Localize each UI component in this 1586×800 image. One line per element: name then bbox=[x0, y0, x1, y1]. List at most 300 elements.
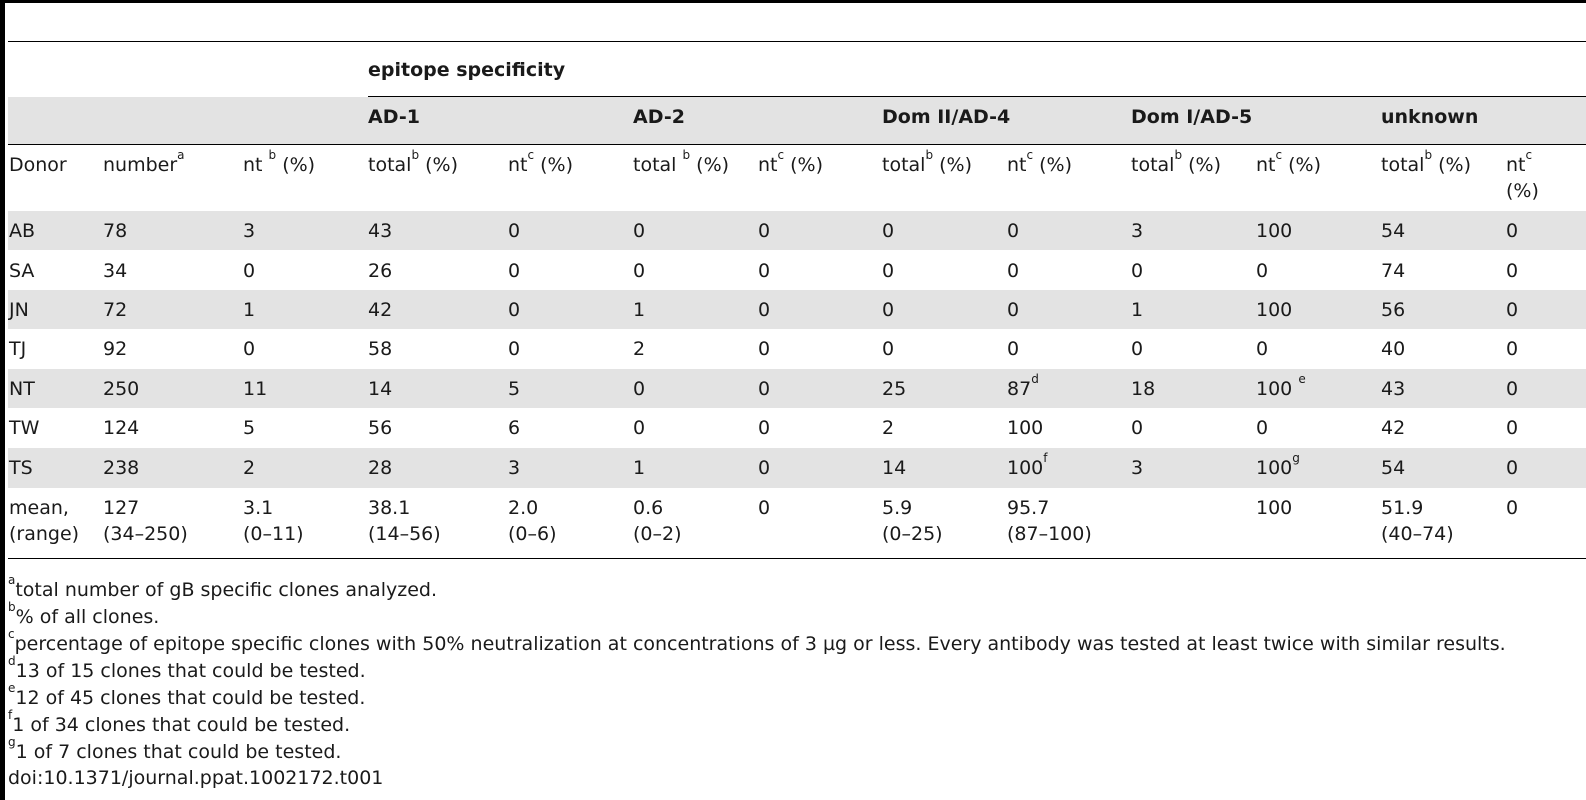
table-cell bbox=[1131, 376, 1155, 402]
cell-value: 92 bbox=[103, 338, 128, 360]
column-header-sup: b bbox=[925, 148, 934, 162]
group-rule bbox=[368, 96, 1586, 97]
group-header: AD-1 bbox=[368, 106, 420, 128]
cell-value: 0 bbox=[758, 417, 771, 439]
column-header-text: total bbox=[633, 154, 683, 176]
column-header-sup: c bbox=[1275, 148, 1283, 162]
column-header-unit: (%) bbox=[419, 154, 458, 176]
cell-value: 2 bbox=[633, 338, 646, 360]
footnote-sup: d bbox=[8, 654, 16, 668]
footnote-sup: g bbox=[8, 735, 16, 749]
cell-value: 0 bbox=[508, 260, 521, 282]
column-header-unit: (%) bbox=[933, 154, 972, 176]
column-header-text: nt bbox=[508, 154, 528, 176]
table-cell bbox=[633, 455, 645, 481]
group-header: Dom II/AD-4 bbox=[882, 106, 1011, 128]
column-header bbox=[1506, 148, 1539, 204]
cell-value: 5 bbox=[508, 378, 521, 400]
cell-value: 72 bbox=[103, 299, 128, 321]
cell-value: 0 bbox=[633, 220, 646, 242]
table-cell bbox=[882, 415, 894, 441]
group-header: Dom I/AD-5 bbox=[1131, 106, 1253, 128]
cell-value: 0 bbox=[1506, 260, 1519, 282]
table-cell bbox=[1256, 218, 1292, 244]
column-header-text: total bbox=[1131, 154, 1175, 176]
column-header-sup: b bbox=[1174, 148, 1183, 162]
column-header-unit: (%) bbox=[534, 154, 574, 176]
cell-range: (87–100) bbox=[1007, 523, 1092, 545]
cell-value: 18 bbox=[1131, 378, 1156, 400]
table-cell bbox=[633, 297, 645, 323]
cell-value: 124 bbox=[103, 417, 140, 439]
cell-value: 11 bbox=[243, 378, 268, 400]
cell-value: 100 bbox=[1256, 497, 1293, 519]
cell-value: AB bbox=[9, 220, 36, 242]
group-header: unknown bbox=[1381, 106, 1479, 128]
table-cell bbox=[882, 336, 894, 362]
table-cell bbox=[243, 455, 255, 481]
header-rule bbox=[8, 144, 1586, 145]
cell-value: 0 bbox=[758, 299, 771, 321]
cell-value: 0 bbox=[1506, 220, 1519, 242]
table-cell bbox=[1506, 495, 1518, 521]
cell-value: 0 bbox=[882, 338, 895, 360]
table-cell bbox=[368, 336, 392, 362]
table-cell bbox=[1131, 455, 1143, 481]
column-header-unit: (%) bbox=[1506, 180, 1539, 202]
table-cell bbox=[9, 376, 35, 402]
cell-value: 5 bbox=[243, 417, 256, 439]
column-header bbox=[758, 148, 824, 178]
top-rule bbox=[0, 0, 1586, 3]
table-cell bbox=[103, 258, 127, 284]
table-cell bbox=[1256, 495, 1292, 521]
table-cell bbox=[1256, 415, 1268, 441]
table-cell bbox=[882, 455, 906, 481]
table-cell bbox=[1506, 258, 1518, 284]
table-top-rule bbox=[8, 41, 1586, 42]
cell-value: 0 bbox=[508, 338, 521, 360]
left-rule bbox=[0, 0, 5, 800]
table-cell bbox=[508, 495, 557, 547]
cell-value: 0 bbox=[1131, 260, 1144, 282]
cell-value: 0 bbox=[633, 378, 646, 400]
table-cell bbox=[1131, 218, 1143, 244]
footnote-text: total number of gB specific clones analyzed. bbox=[15, 579, 437, 601]
cell-value: 100 bbox=[1256, 457, 1293, 479]
table-cell bbox=[243, 376, 267, 402]
cell-value: 54 bbox=[1381, 220, 1406, 242]
cell-value: 0 bbox=[1256, 260, 1269, 282]
cell-value: 38.1 bbox=[368, 497, 411, 519]
cell-value: 42 bbox=[1381, 417, 1406, 439]
table-cell bbox=[103, 336, 127, 362]
cell-value: 34 bbox=[103, 260, 128, 282]
cell-value: TS bbox=[9, 457, 33, 479]
table-cell bbox=[243, 495, 304, 547]
column-header bbox=[243, 148, 316, 178]
table-cell bbox=[368, 495, 441, 547]
table-cell bbox=[758, 336, 770, 362]
cell-value: 0 bbox=[758, 220, 771, 242]
footnote-sup: e bbox=[8, 681, 16, 695]
column-header-text: total bbox=[368, 154, 412, 176]
column-header bbox=[9, 152, 67, 178]
footnote-text: 1 of 34 clones that could be tested. bbox=[12, 714, 351, 736]
column-header-sup: b bbox=[682, 148, 691, 162]
table-cell bbox=[758, 218, 770, 244]
cell-value: 3.1 bbox=[243, 497, 274, 519]
table-cell bbox=[1381, 336, 1405, 362]
cell-value: 56 bbox=[368, 417, 393, 439]
table-cell bbox=[633, 336, 645, 362]
table-cell bbox=[1007, 218, 1019, 244]
cell-value: 0 bbox=[1506, 378, 1519, 400]
table-cell bbox=[9, 297, 29, 323]
cell-value: 0 bbox=[1506, 457, 1519, 479]
table-cell bbox=[1007, 495, 1092, 547]
column-header-unit: (%) bbox=[1182, 154, 1221, 176]
table-cell bbox=[243, 218, 255, 244]
column-header-unit: (%) bbox=[1033, 154, 1073, 176]
table-cell bbox=[368, 218, 392, 244]
cell-value: 0 bbox=[758, 497, 771, 519]
row-band-0 bbox=[8, 97, 1586, 145]
footnote bbox=[8, 681, 366, 711]
table-cell bbox=[882, 376, 906, 402]
table-cell bbox=[103, 297, 127, 323]
column-header-sup: b bbox=[268, 148, 277, 162]
column-header-unit: (%) bbox=[1432, 154, 1471, 176]
table-cell bbox=[1506, 376, 1518, 402]
footnote-text: 13 of 15 clones that could be tested. bbox=[15, 660, 366, 682]
table-cell bbox=[1381, 495, 1454, 547]
column-header-sup: a bbox=[177, 148, 185, 162]
cell-value: JN bbox=[9, 299, 29, 321]
cell-value: TW bbox=[9, 417, 40, 439]
footnote bbox=[8, 573, 437, 603]
table-cell bbox=[1256, 336, 1268, 362]
column-header bbox=[1256, 148, 1322, 178]
table-cell bbox=[103, 415, 139, 441]
footnote bbox=[8, 600, 160, 630]
column-header-text: total bbox=[882, 154, 926, 176]
column-header bbox=[1131, 148, 1221, 178]
table-cell bbox=[9, 415, 39, 441]
cell-value: 51.9 bbox=[1381, 497, 1424, 519]
cell-value: 0 bbox=[508, 220, 521, 242]
cell-value: 100 bbox=[1256, 299, 1293, 321]
table-cell bbox=[368, 415, 392, 441]
column-header-text: nt bbox=[1506, 154, 1526, 176]
table-cell bbox=[243, 297, 255, 323]
cell-value: 100 bbox=[1007, 417, 1044, 439]
table-cell bbox=[9, 218, 35, 244]
cell-sup: e bbox=[1298, 372, 1306, 386]
cell-value: 0 bbox=[1506, 417, 1519, 439]
cell-sup: g bbox=[1292, 451, 1300, 465]
cell-value: 14 bbox=[882, 457, 907, 479]
footnote bbox=[8, 654, 366, 684]
table-cell bbox=[1256, 258, 1268, 284]
table-cell bbox=[1381, 218, 1405, 244]
table-cell bbox=[103, 218, 127, 244]
table-cell bbox=[633, 415, 645, 441]
footnote-sup: c bbox=[8, 627, 15, 641]
cell-value: 43 bbox=[1381, 378, 1406, 400]
table-cell bbox=[1131, 297, 1143, 323]
table-cell bbox=[633, 495, 682, 547]
table-cell bbox=[1007, 297, 1019, 323]
cell-range: (range) bbox=[9, 523, 80, 545]
column-header bbox=[633, 148, 730, 178]
cell-value: 0 bbox=[1506, 497, 1519, 519]
cell-value: 2 bbox=[882, 417, 895, 439]
table-cell bbox=[1007, 258, 1019, 284]
table-cell bbox=[103, 455, 139, 481]
cell-value: 2.0 bbox=[508, 497, 539, 519]
footnote-sup: b bbox=[8, 600, 16, 614]
column-header-text: Donor bbox=[9, 154, 67, 176]
table-cell bbox=[9, 258, 34, 284]
cell-value: 0 bbox=[1131, 417, 1144, 439]
cell-value: 58 bbox=[368, 338, 393, 360]
cell-value: SA bbox=[9, 260, 35, 282]
column-header bbox=[103, 148, 185, 178]
cell-value: 56 bbox=[1381, 299, 1406, 321]
column-header-unit: (%) bbox=[1282, 154, 1322, 176]
cell-value: 40 bbox=[1381, 338, 1406, 360]
column-header bbox=[368, 148, 458, 178]
cell-value: 74 bbox=[1381, 260, 1406, 282]
cell-value: 0 bbox=[1007, 260, 1020, 282]
cell-value: 14 bbox=[368, 378, 393, 400]
cell-value: 43 bbox=[368, 220, 393, 242]
table-cell bbox=[1131, 258, 1143, 284]
column-header-text: number bbox=[103, 154, 178, 176]
cell-value: 0 bbox=[882, 260, 895, 282]
table-cell bbox=[1506, 297, 1518, 323]
cell-value: 0 bbox=[1007, 220, 1020, 242]
cell-value: 0 bbox=[633, 260, 646, 282]
table-cell bbox=[1381, 415, 1405, 441]
cell-value: 0 bbox=[1506, 338, 1519, 360]
cell-value: 1 bbox=[633, 299, 646, 321]
table-cell bbox=[633, 218, 645, 244]
cell-range: (0–11) bbox=[243, 523, 304, 545]
table-cell bbox=[882, 218, 894, 244]
footnote-text: 1 of 7 clones that could be tested. bbox=[15, 741, 342, 763]
cell-value: 238 bbox=[103, 457, 140, 479]
cell-value: 0 bbox=[1506, 299, 1519, 321]
table-cell bbox=[1007, 415, 1043, 441]
cell-range: (0–2) bbox=[633, 523, 682, 545]
cell-value: 3 bbox=[508, 457, 521, 479]
cell-value: 0 bbox=[243, 260, 256, 282]
cell-value: 0 bbox=[758, 260, 771, 282]
cell-value: mean, bbox=[9, 497, 69, 519]
cell-value: 100 bbox=[1256, 220, 1293, 242]
table-cell bbox=[758, 495, 770, 521]
table-cell bbox=[508, 336, 520, 362]
column-header-unit: (%) bbox=[690, 154, 730, 176]
table-bottom-rule bbox=[8, 558, 1586, 559]
column-header bbox=[882, 148, 972, 178]
cell-value: 3 bbox=[243, 220, 256, 242]
table-cell bbox=[508, 376, 520, 402]
cell-value: 26 bbox=[368, 260, 393, 282]
column-header-text: nt bbox=[1007, 154, 1027, 176]
table-cell bbox=[9, 336, 26, 362]
table-cell bbox=[633, 258, 645, 284]
table-cell bbox=[1506, 218, 1518, 244]
cell-range: (40–74) bbox=[1381, 523, 1454, 545]
table-cell bbox=[1256, 297, 1292, 323]
table-cell bbox=[882, 297, 894, 323]
cell-value: 0 bbox=[243, 338, 256, 360]
column-header-unit: (%) bbox=[276, 154, 316, 176]
table-cell bbox=[508, 258, 520, 284]
table-cell bbox=[508, 297, 520, 323]
table-cell bbox=[1506, 415, 1518, 441]
cell-range: (0–25) bbox=[882, 523, 943, 545]
column-header-sup: b bbox=[411, 148, 420, 162]
cell-value: 0 bbox=[1007, 338, 1020, 360]
table-cell bbox=[758, 455, 770, 481]
group-label: epitope specificity bbox=[368, 59, 566, 81]
cell-range: (34–250) bbox=[103, 523, 188, 545]
table-cell bbox=[1381, 376, 1405, 402]
table-cell bbox=[243, 258, 255, 284]
footnote-text: % of all clones. bbox=[15, 606, 160, 628]
table-cell bbox=[882, 258, 894, 284]
cell-value: 0 bbox=[758, 457, 771, 479]
cell-value: 95.7 bbox=[1007, 497, 1050, 519]
table-cell bbox=[508, 218, 520, 244]
table-cell bbox=[1007, 451, 1048, 481]
table-cell bbox=[9, 455, 33, 481]
cell-value: 42 bbox=[368, 299, 393, 321]
cell-value: 0 bbox=[1256, 338, 1269, 360]
cell-value: 0 bbox=[1256, 417, 1269, 439]
table-cell bbox=[1256, 451, 1300, 481]
table-cell bbox=[758, 258, 770, 284]
cell-value: 100 bbox=[1256, 378, 1299, 400]
footnote-text: 12 of 45 clones that could be tested. bbox=[15, 687, 366, 709]
table-cell bbox=[633, 376, 645, 402]
column-header bbox=[1381, 148, 1471, 178]
table-cell bbox=[1381, 258, 1405, 284]
cell-value: 0 bbox=[1131, 338, 1144, 360]
table-cell bbox=[243, 336, 255, 362]
table-cell bbox=[1381, 455, 1405, 481]
cell-sup: d bbox=[1031, 372, 1039, 386]
doi: doi:10.1371/journal.ppat.1002172.t001 bbox=[8, 767, 384, 789]
cell-value: 0 bbox=[508, 299, 521, 321]
cell-range: (14–56) bbox=[368, 523, 441, 545]
cell-value: 5.9 bbox=[882, 497, 913, 519]
cell-value: 78 bbox=[103, 220, 128, 242]
footnote-sup: f bbox=[8, 708, 13, 722]
table-cell bbox=[758, 415, 770, 441]
table-cell bbox=[1506, 455, 1518, 481]
footnote-text: percentage of epitope specific clones with 50% neutralization at concentrations of 3 µg or less. Every antibody was tested at least twice with similar results. bbox=[14, 633, 1506, 655]
table-cell bbox=[1007, 336, 1019, 362]
table-cell bbox=[9, 495, 79, 547]
column-header-sup: b bbox=[1424, 148, 1433, 162]
table-cell bbox=[103, 495, 188, 547]
column-header-text: nt bbox=[758, 154, 778, 176]
table-cell bbox=[1131, 415, 1143, 441]
column-header-unit: (%) bbox=[784, 154, 824, 176]
cell-range: (0–6) bbox=[508, 523, 557, 545]
cell-value: 0 bbox=[758, 338, 771, 360]
cell-value: 3 bbox=[1131, 220, 1144, 242]
footnote bbox=[8, 627, 1506, 657]
table-cell bbox=[243, 415, 255, 441]
cell-value: 0.6 bbox=[633, 497, 664, 519]
cell-value: 2 bbox=[243, 457, 256, 479]
table-cell bbox=[368, 376, 392, 402]
cell-value: 3 bbox=[1131, 457, 1144, 479]
table-cell bbox=[758, 376, 770, 402]
group-header: AD-2 bbox=[633, 106, 685, 128]
table-cell bbox=[1007, 372, 1039, 402]
cell-value: 28 bbox=[368, 457, 393, 479]
cell-value: 1 bbox=[1131, 299, 1144, 321]
cell-value: NT bbox=[9, 378, 35, 400]
column-header-text: nt bbox=[243, 154, 269, 176]
footnote bbox=[8, 735, 342, 765]
table-cell bbox=[368, 455, 392, 481]
footnote-sup: a bbox=[8, 573, 16, 587]
cell-value: 250 bbox=[103, 378, 140, 400]
cell-value: 25 bbox=[882, 378, 907, 400]
table-cell bbox=[368, 258, 392, 284]
table-cell bbox=[1506, 336, 1518, 362]
cell-value: 0 bbox=[758, 378, 771, 400]
table-cell bbox=[758, 297, 770, 323]
cell-value: 127 bbox=[103, 497, 140, 519]
table-cell bbox=[1381, 297, 1405, 323]
table-cell bbox=[882, 495, 943, 547]
column-header-text: nt bbox=[1256, 154, 1276, 176]
column-header bbox=[508, 148, 574, 178]
cell-value: TJ bbox=[9, 338, 27, 360]
cell-value: 100 bbox=[1007, 457, 1044, 479]
table-cell bbox=[368, 297, 392, 323]
column-header-sup: c bbox=[777, 148, 785, 162]
cell-value: 0 bbox=[1007, 299, 1020, 321]
cell-value: 0 bbox=[882, 220, 895, 242]
cell-value: 54 bbox=[1381, 457, 1406, 479]
cell-value: 87 bbox=[1007, 378, 1032, 400]
table-cell bbox=[508, 455, 520, 481]
column-header-sup: c bbox=[1026, 148, 1034, 162]
table-cell bbox=[508, 415, 520, 441]
cell-value: 0 bbox=[882, 299, 895, 321]
table-cell bbox=[1256, 372, 1306, 402]
cell-sup: f bbox=[1043, 451, 1048, 465]
table-cell bbox=[103, 376, 139, 402]
footnote bbox=[8, 708, 351, 738]
cell-value: 6 bbox=[508, 417, 521, 439]
cell-value: 1 bbox=[633, 457, 646, 479]
column-header bbox=[1007, 148, 1073, 178]
cell-value: 0 bbox=[633, 417, 646, 439]
column-header-text: total bbox=[1381, 154, 1425, 176]
cell-value: 1 bbox=[243, 299, 256, 321]
